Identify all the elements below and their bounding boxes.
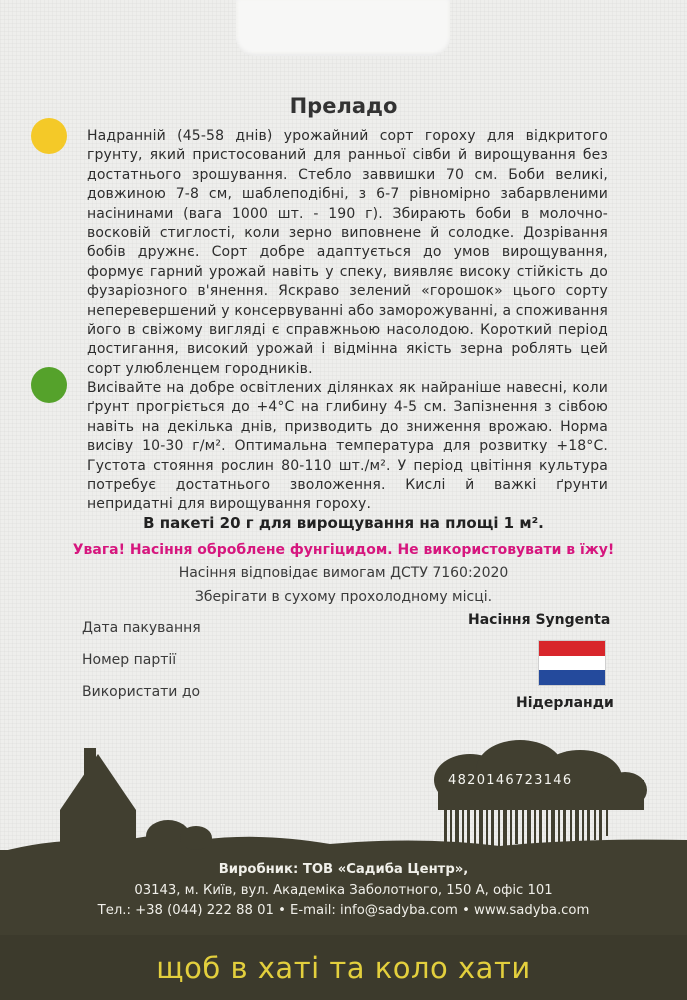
barcode-number: 4820146723146 [448, 773, 573, 788]
variety-description: Надранній (45-58 днів) урожайний сорт гороху для відкритого грунту, який пристосований для ранньої сівби й вирощування без достатнього зрошування. Стебло заввишки 70 см. Боби великі, довжиною 7-8 см, шаблеподібні, з 6-7 рівномірно забарвленими насінинами (вага 1000 шт. - 190 г). Збирають боби в молочно-восковій стиглості, коли зерно виповнене й солодке. Дозрівання бобів дружнє. Сорт добре адаптується до умов вирощування, формує гарний урожай навіть у спеку, виявляє високу стійкість до фузаріозного в'янення. Яскраво зелений «горошок» цього сорту неперевершений у консервуванні або заморожуванні, а споживання його в свіжому вигляді є справжньою насолодою. Короткий період достигання, високий урожай і відмінна якість зерна роблять цей сорт улюбленцем городників. [87, 128, 608, 377]
storage-note: Зберігати в сухому прохолодному місці. [194, 589, 493, 605]
green-dot-icon [31, 367, 67, 403]
brand-name: Насіння Syngenta [468, 612, 611, 628]
brand-slogan: щоб в хаті та коло хати [156, 951, 531, 985]
house-silhouette-icon [60, 748, 136, 850]
manufacturer-address: 03143, м. Київ, вул. Академіка Заболотного, 150 А, офіс 101 [134, 883, 553, 898]
manufacturer-contacts: Тел.: +38 (044) 222 88 01 • E-mail: info@sadyba.com • www.sadyba.com [97, 903, 590, 918]
yellow-dot-icon [31, 118, 67, 154]
batch-number-label: Номер партії [82, 652, 177, 668]
fungicide-warning: Увага! Насіння оброблене фунгіцидом. Не використовувати в їжу! [72, 542, 615, 558]
country-of-origin: Нідерланди [516, 695, 614, 711]
manufacturer: Виробник: ТОВ «Садиба Центр», [218, 862, 469, 877]
packet-size: В пакеті 20 г для вирощування на площі 1 м². [143, 514, 544, 532]
hang-slot [236, 0, 450, 56]
use-by-label: Використати до [82, 684, 201, 700]
growing-instructions: Висівайте на добре освітлених ділянках як найраніше навесні, коли ґрунт прогріється до +4°С на глибину 4-5 см. Запізнення з сівбою навіть на декілька днів, призводить до зниження врожаю. Норма висіву 10-30 г/м². Оптимальна температура для розвитку +18°С. Густота стояння рослин 80-110 шт./м². У період цвітіння культура потребує достатнього зволоження. Кислі й важкі ґрунти непридатні для вирощування гороху. [87, 380, 608, 513]
netherlands-flag-icon [538, 640, 606, 686]
standard-compliance: Насіння відповідає вимогам ДСТУ 7160:2020 [178, 565, 509, 581]
product-title: Преладо [289, 94, 398, 118]
packing-date-label: Дата пакування [82, 620, 201, 636]
